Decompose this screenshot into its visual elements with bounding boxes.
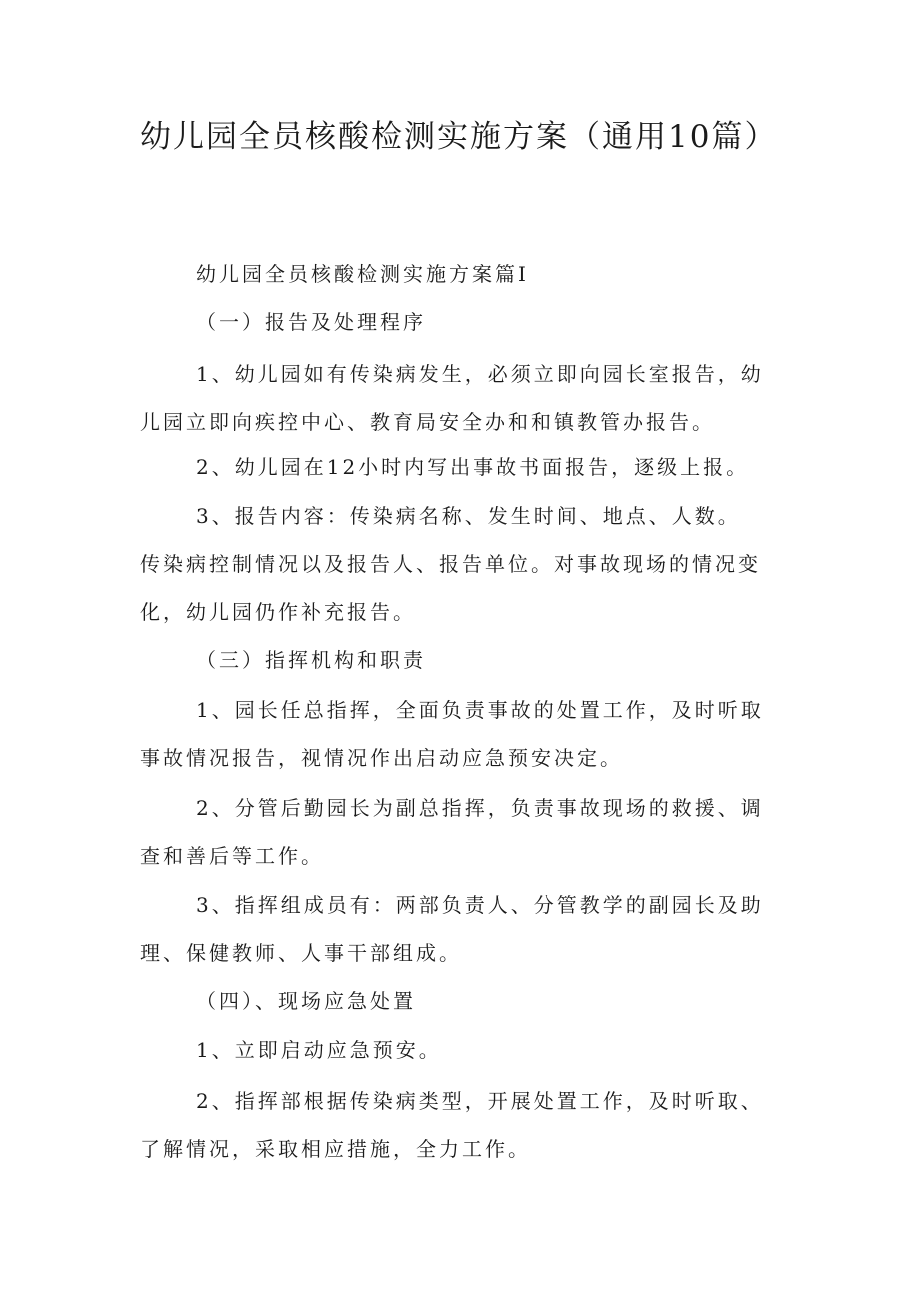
paragraph-10: （四）、现场应急处置 [196,989,416,1013]
paragraph-12: 2、指挥部根据传染病类型，开展处置工作，及时听取、了解情况，采取相应措施，全力工作。 [140,1089,764,1161]
paragraph-11: 1、立即启动应急预安。 [196,1038,442,1062]
document-title: 幼儿园全员核酸检测实施方案（通用10篇） [140,119,778,155]
paragraph-9: 3、指挥组成员有：两部负责人、分管教学的副园长及助理、保健教师、人事干部组成。 [140,893,764,965]
paragraph-6: （三）指挥机构和职责 [196,648,426,672]
paragraph-8: 2、分管后勤园长为副总指挥，负责事故现场的救援、调查和善后等工作。 [140,796,764,868]
paragraph-3: 2、幼儿园在12小时内写出事故书面报告，逐级上报。 [196,455,750,479]
paragraph-4: 3、报告内容：传染病名称、发生时间、地点、人数。 [196,504,741,528]
paragraph-7: 1、园长任总指挥，全面负责事故的处置工作，及时听取事故情况报告，视情况作出启动应急预安决定。 [140,698,764,770]
paragraph-2: 1、幼儿园如有传染病发生，必须立即向园长室报告，幼儿园立即向疾控中心、教育局安全办和和镇教管办报告。 [140,362,764,434]
section-heading: 幼儿园全员核酸检测实施方案篇Ⅰ [196,262,529,286]
paragraph-1: （一）报告及处理程序 [196,310,426,334]
paragraph-5: 传染病控制情况以及报告人、报告单位。对事故现场的情况变化，幼儿园仍作补充报告。 [140,552,761,624]
